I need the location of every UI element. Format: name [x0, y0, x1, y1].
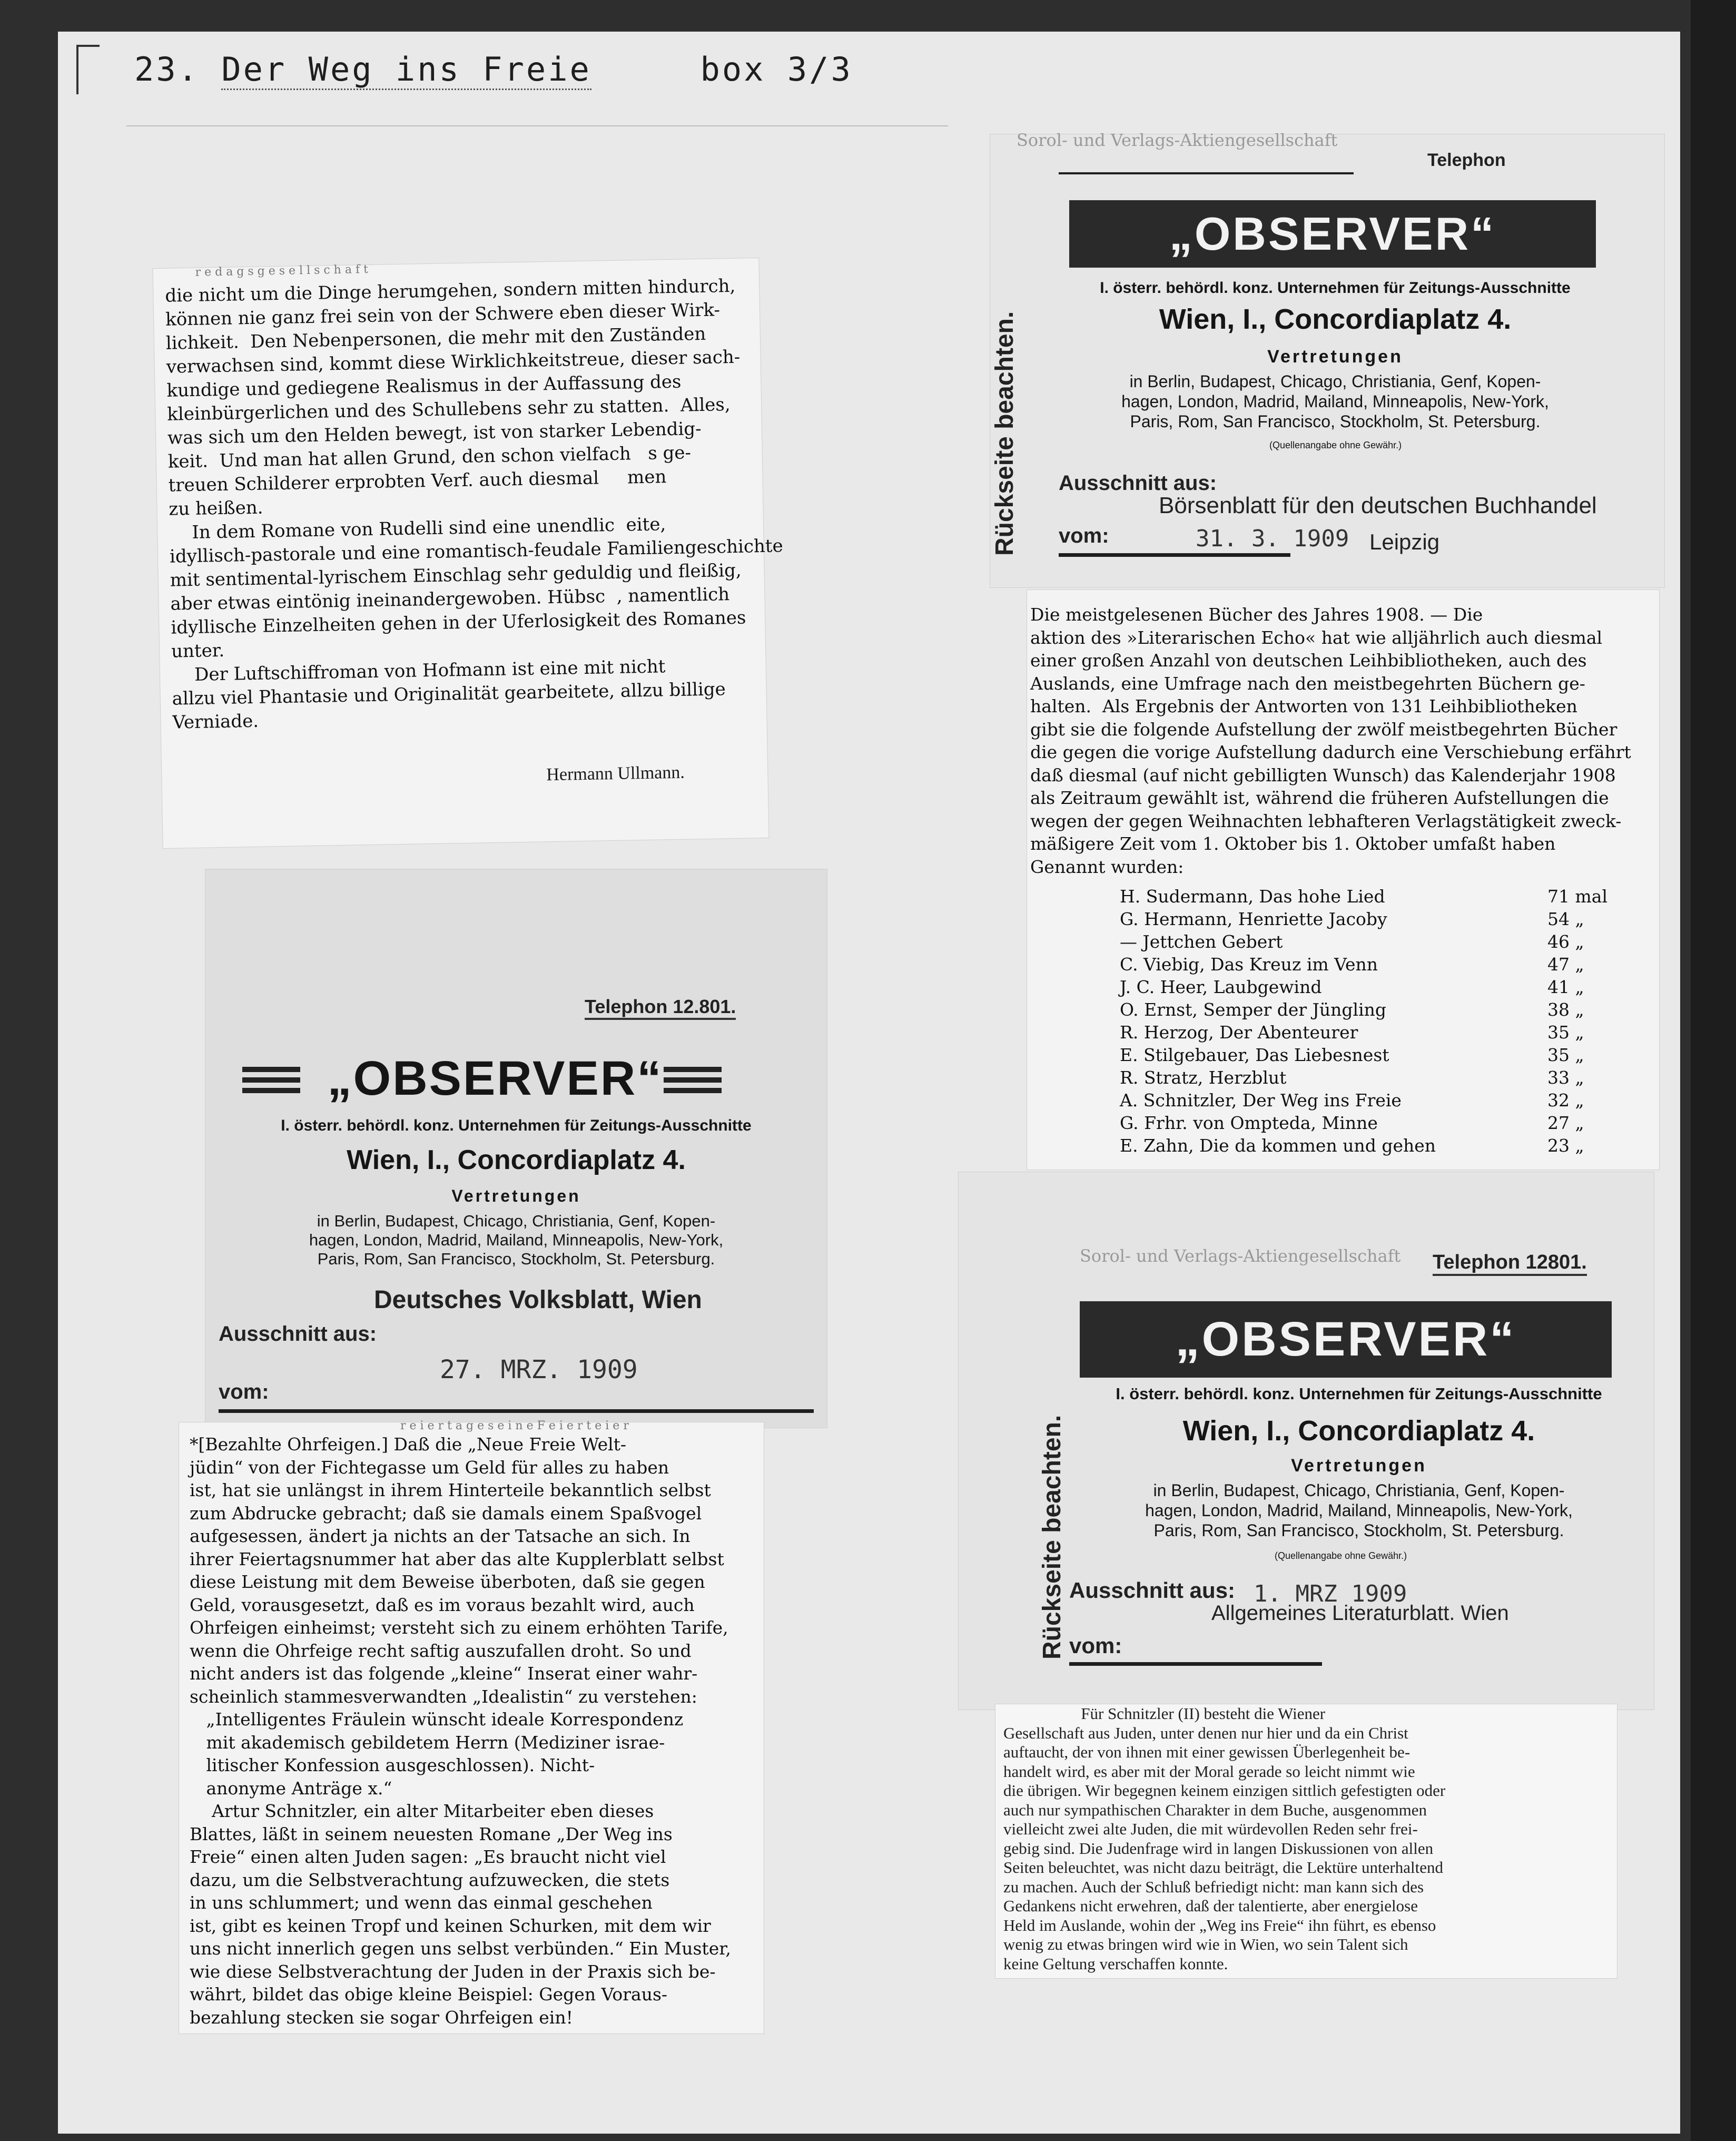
clip3-top-fragment: r e i e r t a g e s e i n e F e i e r t e i e r — [400, 1419, 629, 1432]
clip6-ausschnitt-label: Ausschnitt aus: — [1069, 1578, 1236, 1603]
clip4-date-stamp: 31. 3. 1909 — [1196, 525, 1349, 552]
clip2-vertretungen: Vertretungen — [451, 1186, 581, 1205]
clip1-line: die nicht um die Dinge herumgehen, sondern mitten hindurch, — [165, 275, 736, 307]
clip4-vertretungen: Vertretungen — [1267, 347, 1403, 367]
book-title: R. Stratz, Herzblut — [1120, 1067, 1287, 1088]
clip6-side-label: Rückseite beachten. — [1038, 1415, 1066, 1659]
clip4-top-underline — [1059, 172, 1354, 174]
clip7-line: wenig zu etwas bringen wird wie in Wien, wo sein Talent sich — [1003, 1935, 1408, 1953]
clipping-observer-literaturblatt — [959, 1172, 1654, 1710]
book-title: E. Zahn, Die da kommen und gehen — [1120, 1135, 1436, 1156]
clip2-logo-dashes-left — [242, 1067, 300, 1098]
clip1-line: aber etwas eintönig ineinandergewoben. Hübsc , namentlich — [170, 584, 730, 615]
book-count: 38 „ — [1547, 999, 1584, 1020]
clip4-ausschnitt-label: Ausschnitt aus: — [1059, 472, 1217, 495]
clip3-line: bezahlung stecken sie sogar Ohrfeigen ein! — [190, 2007, 573, 2028]
clip3-line: „Intelligentes Fräulein wünscht ideale Korrespondenz — [190, 1709, 684, 1730]
book-row — [1117, 908, 1611, 930]
clipping-schnitzler-review — [995, 1704, 1617, 1978]
clip4-vom-label: vom: — [1059, 524, 1109, 547]
clip6-top-text: Sorol- und Verlags-Aktiengesellschaft — [1080, 1246, 1401, 1266]
clip7-line: vielleicht zwei alte Juden, die mit würdevollen Reden sehr frei- — [1003, 1820, 1418, 1838]
clip2-cities-line: hagen, London, Madrid, Mailand, Minneapolis, New-York, — [309, 1231, 724, 1249]
clip5-line: aktion des »Literarischen Echo« hat wie alljährlich auch diesmal — [1019, 627, 1603, 648]
clip5-line: wegen der gegen Weihnachten lebhafteren Verlagstätigkeit zweck- — [1019, 810, 1622, 831]
book-count: 54 „ — [1547, 909, 1584, 929]
clip3-line: Geld, vorausgesetzt, daß es im voraus bezahlt wird, auch — [190, 1594, 695, 1615]
clip7-body — [1003, 1704, 1445, 1973]
clip3-line: uns nicht innerlich gegen uns selbst verbünden.“ Ein Muster, — [190, 1938, 731, 1959]
book-title: G. Frhr. von Ompteda, Minne — [1120, 1113, 1378, 1133]
clip7-line: Gedankens nicht erwehren, daß der talentierte, aber energielose — [1003, 1897, 1418, 1915]
clip4-telephone: Telephon — [1427, 150, 1506, 170]
clip7-line: Gesellschaft aus Juden, unter denen nur hier und da ein Christ — [1003, 1723, 1408, 1742]
clipping-observer-volksblatt — [205, 869, 827, 1428]
clip7-line: handelt wird, es aber mit der Moral gerade so leicht nimmt wie — [1003, 1762, 1415, 1781]
book-row — [1117, 1112, 1611, 1134]
book-title: G. Hermann, Henriette Jacoby — [1120, 909, 1387, 929]
clip1-line: unter. — [171, 640, 225, 662]
book-title: O. Ernst, Semper der Jüngling — [1120, 999, 1387, 1020]
clip3-line: mit akademisch gebildetem Herrn (Mediziner israe- — [190, 1732, 665, 1753]
book-count: 47 „ — [1547, 954, 1584, 975]
clip4-vom-underline — [1059, 553, 1290, 557]
clip3-line: Artur Schnitzler, ein alter Mitarbeiter eben dieses — [190, 1801, 654, 1821]
book-count: 46 „ — [1547, 931, 1584, 952]
clip3-line: jüdin“ von der Fichtegasse um Geld für alles zu haben — [190, 1457, 669, 1478]
clip6-vom-underline — [1069, 1662, 1322, 1666]
clip2-cities-line: in Berlin, Budapest, Chicago, Christiania, Genf, Kopen- — [317, 1212, 716, 1230]
clip1-line: allzu viel Phantasie und Originalität gearbeitete, allzu billige — [172, 679, 726, 710]
clip3-line: Blattes, läßt in seinem neuesten Romane „Der Weg ins — [190, 1823, 673, 1844]
clip3-line: nicht anders ist das folgende „kleine“ Inserat einer wahr- — [190, 1663, 698, 1684]
book-title: R. Herzog, Der Abenteurer — [1120, 1022, 1358, 1043]
clip5-line: als Zeitraum gewählt ist, während die früheren Aufstellungen die — [1019, 788, 1609, 808]
clip6-logo: „OBSERVER“ — [1080, 1301, 1612, 1378]
clip3-line: *[Bezahlte Ohrfeigen.] Daß die „Neue Freie Welt- — [190, 1434, 627, 1455]
clip1-line: lichkeit. Den Nebenpersonen, die mehr mit den Zuständen — [165, 323, 706, 354]
clip3-line: anonyme Anträge x.“ — [190, 1777, 392, 1799]
clip1-line: Der Luftschiffroman von Hofmann ist eine mit nicht — [171, 656, 666, 686]
clip3-line: Freie“ einen alten Juden sagen: „Es braucht nicht viel — [190, 1847, 666, 1867]
book-row — [1117, 998, 1611, 1021]
clip3-line: Ohrfeigen einheimst; versteht sich zu einem erhöhten Tarife, — [190, 1617, 728, 1638]
book-count: 41 „ — [1547, 977, 1584, 997]
header-title: Der Weg ins Freie — [221, 50, 591, 90]
clip6-cities-line: hagen, London, Madrid, Mailand, Minneapolis, New-York, — [1145, 1501, 1573, 1520]
clip4-top-text: Sorol- und Verlags-Aktiengesellschaft — [1017, 130, 1338, 150]
page-header — [134, 50, 853, 89]
clip3-line: aufgesessen, ändert ja nichts an der Tatsache an sich. In — [190, 1526, 691, 1546]
clip5-line: halten. Als Ergebnis der Antworten von 131 Leihbibliotheken — [1019, 696, 1577, 716]
clip2-newspaper: Deutsches Volksblatt, Wien — [374, 1286, 702, 1314]
clip4-cities-line: Paris, Rom, San Francisco, Stockholm, St. Petersburg. — [1130, 412, 1541, 431]
clip5-line: einer großen Anzahl von deutschen Leihbibliotheken, auch des — [1019, 650, 1587, 671]
clip3-line: scheinlich stammesverwandten „Idealistin“ zu verstehen: — [190, 1686, 697, 1707]
clip1-line: Verniade. — [172, 710, 259, 733]
clip7-line: Seiten beleuchtet, was nicht dazu beiträgt, die Lektüre unterhaltend — [1003, 1858, 1443, 1877]
clip4-cities-line: hagen, London, Madrid, Mailand, Minneapolis, New-York, — [1121, 392, 1549, 411]
clip2-vom-underline — [219, 1409, 814, 1413]
page-binding-edge — [1691, 0, 1736, 2141]
clip7-line: keine Geltung verschaffen konnte. — [1003, 1954, 1228, 1973]
clipping-observer-boersenblatt — [990, 130, 1664, 587]
clip6-date-stamp: 1. MRZ 1909 — [1254, 1580, 1407, 1607]
book-row — [1117, 1021, 1611, 1044]
book-row — [1117, 1089, 1611, 1112]
clip5-book-list — [1117, 885, 1611, 1157]
clip3-line: ist, gibt es keinen Tropf und keinen Schurken, mit dem wir — [190, 1915, 711, 1936]
book-title: — Jettchen Gebert — [1120, 931, 1283, 952]
clip1-line: mit sentimental-lyrischem Einschlag sehr geduldig und fleißig, — [170, 559, 742, 591]
clip2-logo: „OBSERVER“ — [327, 1052, 663, 1105]
clip3-body — [190, 1433, 731, 2029]
book-row — [1117, 1134, 1611, 1157]
clip1-line: treuen Schilderer erprobten Verf. auch diesmal men — [168, 466, 667, 496]
book-count: 35 „ — [1547, 1022, 1584, 1043]
clip6-cities-line: Paris, Rom, San Francisco, Stockholm, St. Petersburg. — [1153, 1521, 1564, 1540]
clip4-subtitle: I. österr. behördl. konz. Unternehmen für Zeitungs-Ausschnitte — [1100, 279, 1571, 297]
clip4-side-label: Rückseite beachten. — [991, 311, 1019, 556]
clip5-line: die gegen die vorige Aufstellung dadurch eine Verschiebung erfährt — [1019, 742, 1631, 762]
clip7-line: Held im Auslande, wohin der „Weg ins Freie“ ihn führt, es ebenso — [1003, 1916, 1436, 1934]
clipping-review — [153, 258, 783, 848]
clip1-top-fragment: r e d a g s g e s e l l s c h a f t — [195, 262, 369, 279]
clip4-address: Wien, I., Concordiaplatz 4. — [1159, 303, 1512, 335]
book-count: 33 „ — [1547, 1067, 1584, 1088]
clip3-line: zum Abdrucke gebracht; daß sie damals einem Spaßvogel — [190, 1502, 702, 1524]
clip5-line: Auslands, eine Umfrage nach den meistbegehrten Büchern ge- — [1019, 673, 1585, 694]
clip2-vom-label: vom: — [219, 1380, 269, 1403]
book-title: C. Viebig, Das Kreuz im Venn — [1120, 954, 1378, 975]
clip5-line: Die meistgelesenen Bücher des Jahres 1908. — Die — [1019, 604, 1483, 625]
clip6-source-note: (Quellenangabe ohne Gewähr.) — [1275, 1550, 1407, 1561]
clip2-ausschnitt-label: Ausschnitt aus: — [219, 1322, 377, 1346]
clip7-line: auch nur sympathischen Charakter in dem Buche, ausgenommen — [1003, 1800, 1427, 1819]
clip3-line: ist, hat sie unlängst in ihrem Hinterteile bekanntlich selbst — [190, 1480, 711, 1500]
clip3-line: in uns schlummert; und wenn das einmal geschehen — [190, 1892, 653, 1913]
clip2-cities-line: Paris, Rom, San Francisco, Stockholm, St. Petersburg. — [317, 1250, 715, 1268]
clip7-line: die übrigen. Wir begegnen keinem einzigen sittlich gefestigten oder — [1003, 1781, 1446, 1800]
book-row — [1117, 953, 1611, 976]
clip3-line: dazu, um die Selbstverachtung aufzuwecken, die stets — [190, 1869, 670, 1890]
clipping-bezahlte-ohrfeigen — [179, 1419, 764, 2034]
clip4-place: Leipzig — [1369, 529, 1440, 554]
book-count: 23 „ — [1547, 1135, 1584, 1156]
clip6-cities — [1080, 1480, 1638, 1540]
clip1-line: zu heißen. — [169, 497, 263, 520]
clip4-newspaper: Börsenblatt für den deutschen Buchhandel — [1159, 493, 1597, 518]
book-row — [1117, 1066, 1611, 1089]
book-count: 35 „ — [1547, 1045, 1584, 1065]
clip1-body — [165, 273, 786, 734]
clip7-line: zu machen. Auch der Schluß befriedigt nicht: man kann sich des — [1003, 1877, 1424, 1896]
clip6-vertretungen: Vertretungen — [1291, 1456, 1427, 1476]
header-number: 23. — [134, 50, 200, 89]
clip2-subtitle: I. österr. behördl. konz. Unternehmen für Zeitungs-Ausschnitte — [281, 1117, 752, 1134]
clip2-address: Wien, I., Concordiaplatz 4. — [347, 1145, 686, 1175]
clip4-cities — [1059, 371, 1612, 431]
header-rule — [126, 125, 948, 126]
clip1-line: idyllische Einzelheiten gehen in der Uferlosigkeit des Romanes — [171, 607, 746, 639]
book-title: E. Stilgebauer, Das Liebesnest — [1120, 1045, 1389, 1065]
clip3-line: litischer Konfession ausgeschlossen). Nicht- — [190, 1755, 595, 1775]
book-title: J. C. Heer, Laubgewind — [1120, 977, 1322, 997]
clip7-line: Für Schnitzler (II) besteht die Wiener — [1003, 1704, 1326, 1723]
clip2-date-stamp: 27. MRZ. 1909 — [440, 1355, 638, 1384]
clip6-vom-label: vom: — [1069, 1633, 1122, 1658]
clip5-line: gibt sie die folgende Aufstellung der zwölf meistbegehrten Bücher — [1019, 719, 1617, 740]
book-row — [1117, 1044, 1611, 1066]
clip5-line: daß diesmal (auf nicht gebilligten Wunsch) das Kalenderjahr 1908 — [1019, 764, 1616, 785]
clip3-line: wie diese Selbstverachtung der Juden in der Praxis sich be- — [190, 1961, 716, 1982]
clip4-source-note: (Quellenangabe ohne Gewähr.) — [1269, 440, 1402, 450]
clip4-logo: „OBSERVER“ — [1069, 200, 1596, 268]
corner-mark — [76, 45, 100, 94]
clip3-line: wenn die Ohrfeige recht saftig auszufallen droht. So und — [190, 1640, 692, 1661]
clip7-line: auftaucht, der von ihnen mit einer gewissen Überlegenheit be- — [1003, 1743, 1410, 1761]
clip3-line: ihrer Feiertagsnummer hat aber das alte Kupplerblatt selbst — [190, 1548, 724, 1569]
clip6-subtitle: I. österr. behördl. konz. Unternehmen für Zeitungs-Ausschnitte — [1116, 1384, 1602, 1403]
clip5-line: Genannt wurden: — [1019, 856, 1184, 877]
clip1-line: was sich um den Helden bewegt, ist von starker Lebendig- — [167, 418, 702, 449]
book-title: A. Schnitzler, Der Weg ins Freie — [1120, 1090, 1402, 1111]
clip6-cities-line: in Berlin, Budapest, Chicago, Christiania, Genf, Kopen- — [1153, 1481, 1565, 1500]
clip1-line: kleinbürgerlichen und des Schullebens sehr zu statten. Alles, — [166, 394, 731, 425]
clip4-cities-line: in Berlin, Budapest, Chicago, Christiania, Genf, Kopen- — [1129, 372, 1541, 391]
clip1-line: idyllisch-pastorale und eine romantisch-feudale Familiengeschichte — [169, 535, 783, 567]
clipping-meistgelesene-buecher — [1019, 590, 1659, 1170]
clip6-telephone: Telephon 12801. — [1433, 1251, 1587, 1276]
clip6-newspaper: Allgemeines Literaturblatt. Wien — [1211, 1602, 1509, 1625]
book-count: 27 „ — [1547, 1113, 1584, 1133]
clip1-line: verwachsen sind, kommt diese Wirklichkeitstreue, dieser sach- — [166, 346, 741, 378]
book-count: 71 mal — [1547, 886, 1608, 907]
clip2-telephone: Telephon 12.801. — [585, 996, 736, 1020]
clip1-line: keit. Und man hat allen Grund, den schon vielfach s ge- — [167, 442, 692, 473]
book-row — [1117, 976, 1611, 998]
book-row — [1117, 885, 1611, 908]
clip6-address: Wien, I., Concordiaplatz 4. — [1182, 1415, 1535, 1447]
clip1-line: kundige und gediegene Realismus in der Auffassung des — [166, 371, 682, 401]
clip2-logo-dashes-right — [664, 1067, 722, 1098]
clip5-body — [1019, 603, 1631, 878]
clip1-line: In dem Romane von Rudelli sind eine unendlic eite, — [169, 514, 666, 544]
clip1-line: können nie ganz frei sein von der Schwere eben dieser Wirk- — [165, 299, 721, 330]
book-title: H. Sudermann, Das hohe Lied — [1120, 886, 1385, 907]
book-row — [1117, 930, 1611, 953]
clip3-line: währt, bildet das obige kleine Beispiel: Gegen Voraus- — [190, 1984, 668, 2005]
clip7-line: gebig sind. Die Judenfrage wird in langen Diskussionen von allen — [1003, 1839, 1434, 1858]
clip3-line: diese Leistung mit dem Beweise überboten, daß sie gegen — [190, 1572, 705, 1592]
clip2-cities — [205, 1212, 827, 1269]
clip1-signature: Hermann Ullmann. — [546, 762, 685, 785]
header-box: box 3/3 — [700, 50, 853, 89]
book-count: 32 „ — [1547, 1090, 1584, 1111]
clip5-line: mäßigere Zeit vom 1. Oktober bis 1. Oktober umfaßt haben — [1019, 833, 1556, 854]
